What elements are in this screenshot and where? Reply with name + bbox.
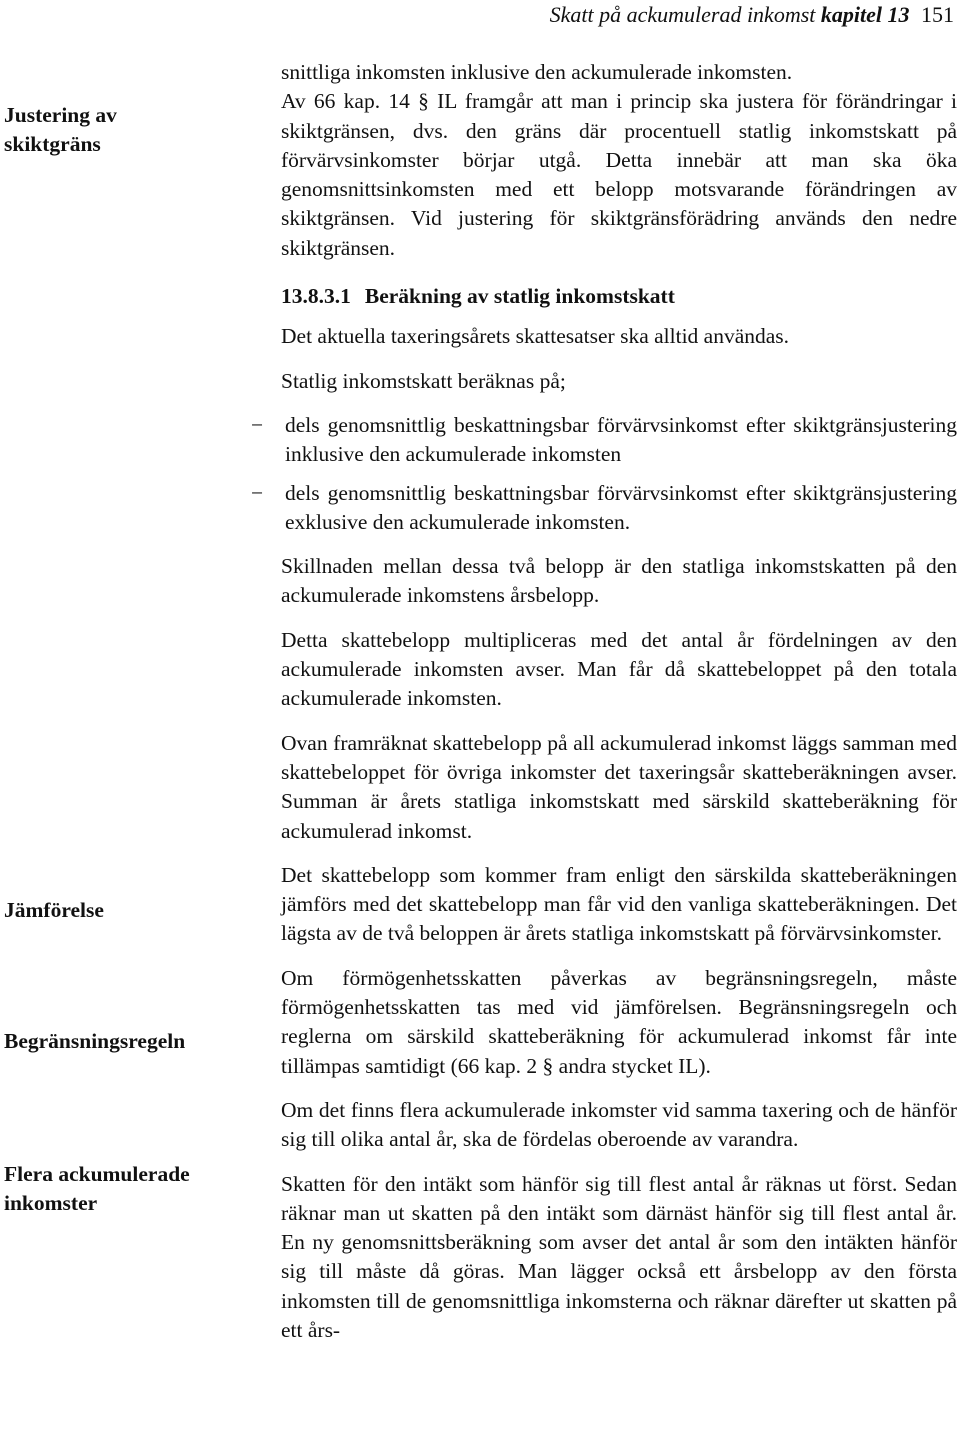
paragraph-skatten: Skatten för den intäkt som hänför sig till flest antal år räknas ut först. Sedan räknar man ut skatten på den intäkt som därnäst hänför sig till flest antal år. En ny genomsnittsberäkning som avser det antal år som den intäkten hänför sig till måste då göras. Man lägger också ett årsbelopp av den första inkomsten till de genomsnittliga inkomsterna och räknar därefter ut skatten på ett års- bbox=[281, 1171, 957, 1342]
paragraph-beraknas: Statlig inkomstskatt beräknas på; bbox=[281, 368, 566, 393]
body-text bbox=[251, 58, 957, 1360]
paragraph-intro-continuation: snittliga inkomsten inklusive den ackumulerade inkomsten. bbox=[281, 60, 793, 84]
chapter-label: kapitel 13 bbox=[820, 2, 910, 27]
margin-note-justering: Justering av skiktgräns bbox=[4, 103, 117, 156]
section-heading bbox=[281, 282, 957, 311]
margin-note-begransning: Begränsningsregeln bbox=[4, 1029, 186, 1053]
paragraph-multipliceras: Detta skattebelopp multipliceras med det antal år fördelningen av den ackumulerade inkomsten avser. Man får då skattebeloppet på den totala ackumulerade inkomsten. bbox=[281, 627, 957, 711]
page-number: 151 bbox=[921, 2, 954, 27]
list-item bbox=[251, 411, 957, 470]
margin-note-jamforelse: Jämförelse bbox=[4, 898, 104, 922]
bullet-list bbox=[251, 411, 957, 537]
list-item-text: dels genomsnittlig beskattningsbar förvärvsinkomst efter skiktgränsjustering inklusive den ackumulerade inkomsten bbox=[285, 412, 957, 467]
running-title: Skatt på ackumulerad inkomst bbox=[549, 2, 816, 27]
paragraph-justering: Av 66 kap. 14 § IL framgår att man i princip ska justera för förändringar i skiktgränsen, dvs. den gräns där procentuell statlig inkomstskatt på förvärvsinkomster börjar utgå. Detta innebär att man ska öka genomsnittsinkomsten med ett belopp motsvarande förändringen av skiktgränsen. Vid justering för skiktgränsförädring används den nedre skiktgränsen. bbox=[281, 89, 957, 260]
paragraph-flera: Om det finns flera ackumulerade inkomster vid samma taxering och de hänför sig till olika antal år, ska de fördelas oberoende av varandra. bbox=[281, 1097, 957, 1152]
paragraph-taxering: Det aktuella taxeringsårets skattesatser ska alltid användas. bbox=[281, 324, 790, 349]
paragraph-jamforelse: Det skattebelopp som kommer fram enligt den särskilda skatteberäkningen jämförs med det skattebelopp man får vid den vanliga skatteberäkningen. Det lägsta av de två beloppen är årets statliga inkomstskatt på förvärvsinkomster. bbox=[281, 862, 957, 946]
dash-marker: − bbox=[251, 480, 264, 505]
margin-note-flera: Flera ackumulerade inkomster bbox=[4, 1162, 190, 1215]
paragraph-begransning: Om förmögenhetsskatten påverkas av begränsningsregeln, måste förmögenhetsskatten tas med vid jämförelsen. Begränsningsregeln och reglerna om särskild skatteberäkning för ackumulerad inkomst får inte tillämpas samtidigt (66 kap. 2 § andra stycket IL). bbox=[281, 965, 957, 1078]
dash-marker: − bbox=[251, 412, 264, 437]
section-title: Beräkning av statlig inkomstskatt bbox=[364, 284, 675, 309]
paragraph-skillnaden: Skillnaden mellan dessa två belopp är den statliga inkomstskatten på den ackumulerade inkomstens årsbelopp. bbox=[281, 554, 957, 608]
page-header bbox=[550, 2, 954, 28]
list-item-text: dels genomsnittlig beskattningsbar förvärvsinkomst efter skiktgränsjustering exklusive den ackumulerade inkomsten. bbox=[285, 480, 957, 534]
list-item bbox=[251, 479, 957, 538]
section-number: 13.8.3.1 bbox=[281, 284, 351, 309]
paragraph-ovan: Ovan framräknat skattebelopp på all ackumulerad inkomst läggs samman med skattebeloppet för övriga inkomster det taxeringsår skatteberäkningen avser. Summan är årets statliga inkomstskatt med särskild skatteberäkning för ackumulerad inkomst. bbox=[281, 730, 957, 843]
